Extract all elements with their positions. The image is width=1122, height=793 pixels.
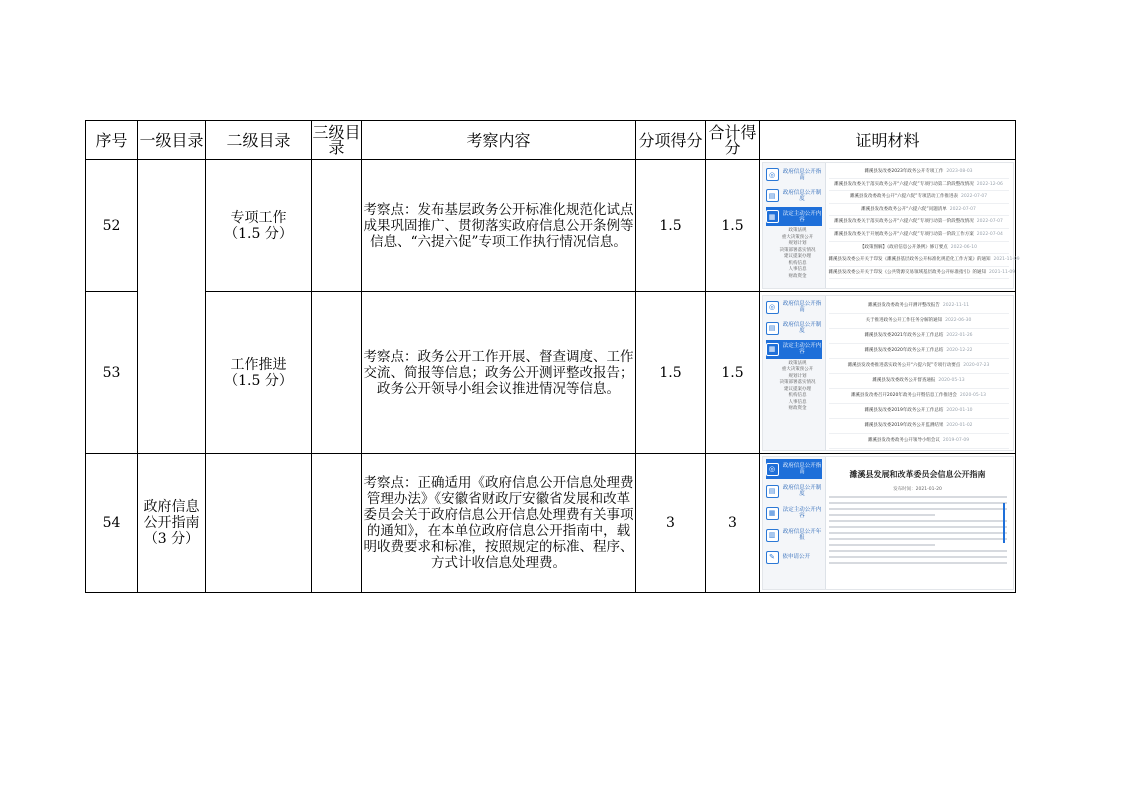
header-evidence: 证明材料 (760, 121, 1016, 160)
list-item: 濉溪县发改委公开关于印发《公共资源交易领域基层政务公开标准指引》的通知 2021-11-09 (829, 267, 1009, 280)
sub-item: 规划计划 (788, 373, 807, 379)
header-item-score: 分项得分 (636, 121, 706, 160)
row-level1: 政府信息公开指南 （3 分） (138, 454, 206, 593)
table-row (86, 292, 1016, 454)
screenshot-sidebar (763, 457, 826, 589)
list-item: 濉溪县发改委推进落实政务公开“六提六促”专项行动要点 2020-07-23 (829, 359, 1009, 374)
row-level3 (312, 292, 362, 454)
list-item: 濉溪县发改委政务公开督查通报 2020-05-13 (829, 374, 1009, 389)
compass-icon: ◎ (766, 168, 779, 181)
list-item: 濉溪县发改委2021年政务公开工作总结 2022-01-26 (829, 329, 1009, 344)
evidence-screenshot (762, 162, 1020, 289)
sub-item: 决策部署落实情况 (779, 380, 816, 385)
assessment-table (85, 120, 1020, 593)
header-level1: 一级目录 (138, 121, 206, 160)
list-item: 濉溪县发改委政务公开“六提六促”问题清单 2022-07-07 (829, 204, 1009, 217)
row-seq: 54 (86, 454, 138, 593)
list-item: 关于推进政务公开工作任务分解的通知 2022-06-30 (829, 314, 1009, 329)
header-level2: 二级目录 (206, 121, 312, 160)
list-item: 濉溪县发改委关于开展政务公开“六提六促”专项行动第一阶段工作方案 2022-07-04 (829, 229, 1009, 242)
list-item: 濉溪县发改委2019年政务公开监测结果 2020-01-02 (829, 419, 1009, 434)
row-evidence (760, 454, 1016, 593)
list-item: 濉溪县发改委关于落实政务公开“六提六促”专项行动第二阶段整改情况 2022-12-06 (829, 179, 1009, 192)
nav-label: 法定主动公开内容 (782, 343, 822, 355)
screenshot-list (829, 299, 1009, 449)
row-content: 考察点：正确适用《政府信息公开信息处理费管理办法》《安徽省财政厅安徽省发展和改革委员会关于政府信息公开信息处理费有关事项的通知》，在本单位政府信息公开指南中，载明收费要求和标准，按照规定的标准、程序、方式计收信息处理费。 (362, 454, 636, 593)
nav-label: 政府信息公开指南 (782, 301, 822, 313)
nav-label: 政府信息公开制度 (782, 322, 822, 334)
list-item: 濉溪县发改委公开关于印发《濉溪县基层政务公开标准化规范化工作方案》的通知 2021-11-09 (829, 254, 1009, 267)
screenshot-sidebar (763, 296, 826, 450)
evidence-screenshot (762, 295, 1014, 451)
row-content: 考察点：政务公开工作开展、督查调度、工作交流、简报等信息；政务公开测评整改报告；政务公开领导小组会议推进情况等信息。 (362, 292, 636, 454)
document-icon: ▦ (766, 507, 779, 520)
row-level1 (138, 160, 206, 454)
nav-label: 政府信息公开指南 (782, 463, 822, 475)
row-level3 (312, 160, 362, 292)
doc-title: 濉溪县发展和改革委员会信息公开指南 (849, 470, 986, 479)
sub-item: 财政资金 (788, 273, 807, 279)
document-icon: ▦ (766, 210, 779, 223)
list-item: 濉溪县发改委关于落实政务公开“六提六促”专项行动第一阶段整改情况 2022-07-07 (829, 216, 1009, 229)
sub-item: 政策法规 (788, 360, 807, 366)
row-item-score: 1.5 (636, 292, 706, 454)
header-total-score: 合计得分 (706, 121, 760, 160)
row-level2: 专项工作 （1.5 分） (206, 160, 312, 292)
sub-item: 规划计划 (788, 241, 807, 246)
sub-item: 建议提案办理 (784, 254, 811, 259)
sub-item: 机构信息 (788, 260, 807, 266)
nav-label: 政府信息公开年报 (782, 529, 822, 541)
book-icon: ▤ (766, 189, 779, 202)
nav-label: 法定主动公开内容 (782, 210, 822, 223)
edit-icon: ✎ (766, 551, 779, 564)
row-content: 考察点：发布基层政务公开标准化规范化试点成果巩固推广、贯彻落实政府信息公开条例等信息、“六提六促”专项工作执行情况信息。 (362, 160, 636, 292)
table-row (86, 160, 1016, 292)
evidence-screenshot (762, 456, 1014, 590)
sub-item: 人事信息 (788, 267, 807, 272)
list-item: 濉溪县发改委2019年政务公开工作总结 2020-01-10 (829, 404, 1009, 419)
list-item: 濉溪县发改委2023年政务公开专项工作 2023-08-03 (829, 166, 1009, 179)
row-total-score: 1.5 (706, 292, 760, 454)
report-icon: ▥ (766, 529, 779, 542)
book-icon: ▤ (766, 322, 779, 335)
doc-date: 发布时间：2021-01-20 (893, 487, 942, 492)
list-item: 濉溪县发改委召开2020年政务公开暨信息工作推进会 2020-05-13 (829, 389, 1009, 404)
list-item: 濉溪县发改委政务公开领导小组会议 2019-07-09 (829, 434, 1009, 449)
row-total-score: 3 (706, 454, 760, 593)
row-seq: 52 (86, 160, 138, 292)
scrollbar (1003, 503, 1005, 543)
sub-item: 人事信息 (788, 399, 807, 405)
sub-item: 建议提案办理 (784, 386, 811, 392)
header-level3: 三级目录 (312, 121, 362, 160)
row-item-score: 1.5 (636, 160, 706, 292)
list-item: 【政策图解】《政府信息公开条例》修订要点 2022-06-10 (829, 242, 1009, 255)
row-level2: 工作推进 （1.5 分） (206, 292, 312, 454)
list-item: 濉溪县发改委2020年政务公开工作总结 2020-12-22 (829, 344, 1009, 359)
row-seq: 53 (86, 292, 138, 454)
table-row (86, 454, 1016, 593)
sub-item: 机构信息 (788, 393, 807, 398)
compass-icon: ◎ (766, 463, 779, 476)
screenshot-list (828, 166, 1020, 279)
document-icon: ▦ (766, 343, 779, 356)
nav-label: 法定主动公开内容 (782, 507, 822, 519)
row-evidence (760, 292, 1016, 454)
sub-item: 重大决策预公开 (781, 367, 814, 372)
sub-item: 重大决策预公开 (781, 234, 814, 240)
header-row (86, 121, 1016, 160)
sub-item: 财政资金 (788, 406, 807, 411)
row-level2 (206, 454, 312, 593)
screenshot-sidebar (763, 163, 826, 288)
screenshot-document (829, 463, 1007, 589)
book-icon: ▤ (766, 485, 779, 498)
list-item: 濉溪县发改委政务公开“六提六促”专项活动工作推进表 2022-07-07 (829, 191, 1009, 204)
header-seq: 序号 (86, 121, 138, 160)
nav-label: 政府信息公开指南 (782, 168, 822, 181)
sub-item: 决策部署落实情况 (779, 247, 816, 253)
row-item-score: 3 (636, 454, 706, 593)
compass-icon: ◎ (766, 301, 779, 314)
header-content: 考察内容 (362, 121, 636, 160)
sub-item: 政策法规 (788, 228, 807, 233)
nav-label: 政府信息公开制度 (782, 485, 822, 497)
row-evidence (760, 160, 1020, 292)
row-level3 (312, 454, 362, 593)
row-total-score: 1.5 (706, 160, 760, 292)
list-item: 濉溪县发改委政务公开测评整改报告 2022-11-11 (829, 299, 1009, 314)
nav-label: 依申请公开 (782, 554, 811, 560)
nav-label: 政府信息公开制度 (782, 189, 822, 202)
